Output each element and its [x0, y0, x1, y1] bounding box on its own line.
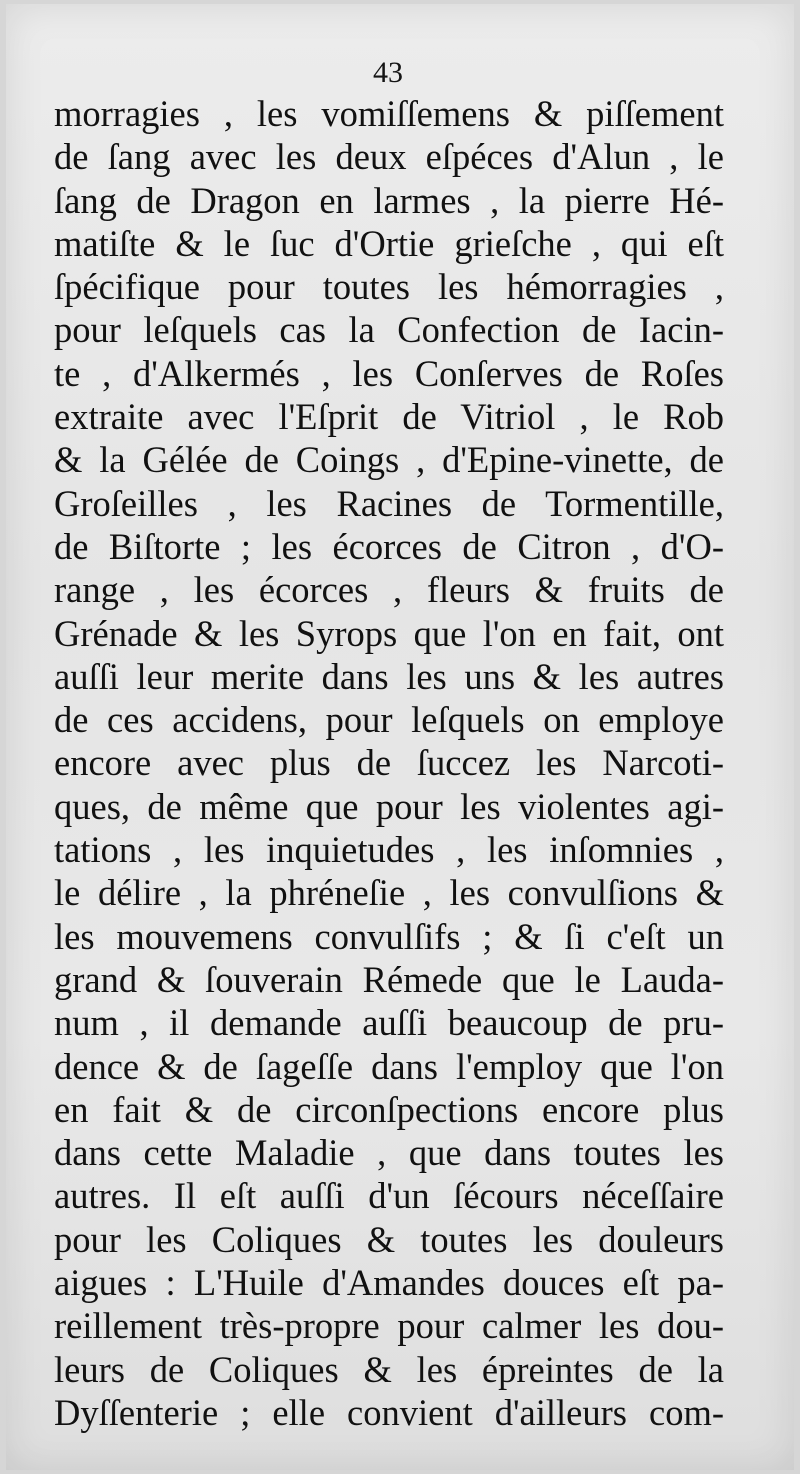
text-line: Grénade & les Syrops que l'on en fait, ont: [54, 612, 724, 654]
page-text-body: [54, 92, 724, 1434]
page-number: 43: [373, 56, 403, 89]
text-line: de ſang avec les deux eſpéces d'Alun , le: [54, 136, 724, 178]
text-line: matiſte & le ſuc d'Ortie grieſche , qui eſt: [54, 222, 724, 264]
text-line: autres. Il eſt auſſi d'un ſécours néceſſaire: [54, 1175, 724, 1217]
text-line: num , il demande auſſi beaucoup de pru-: [54, 1002, 724, 1044]
text-line: encore avec plus de ſuccez les Narcoti-: [54, 742, 724, 784]
text-line: ſpécifique pour toutes les hémorragies ,: [54, 266, 724, 308]
text-line: aigues : L'Huile d'Amandes douces eſt pa-: [54, 1262, 724, 1304]
text-line: pour les Coliques & toutes les douleurs: [54, 1218, 724, 1260]
text-line: le délire , la phréneſie , les convulſions &: [54, 872, 724, 914]
text-line: morragies , les vomiſſemens & piſſement: [54, 93, 724, 134]
text-line: ſang de Dragon en larmes , la pierre Hé-: [54, 179, 724, 221]
text-line: de Biſtorte ; les écorces de Citron , d'O-: [54, 525, 724, 567]
text-line: te , d'Alkermés , les Conſerves de Roſes: [54, 352, 724, 394]
text-line: Groſeilles , les Racines de Tormentille,: [54, 482, 724, 524]
text-line: tations , les inquietudes , les inſomnies ,: [54, 829, 724, 871]
text-line: leurs de Coliques & les épreintes de la: [54, 1348, 724, 1390]
book-page: [6, 4, 794, 1470]
text-line: extraite avec l'Eſprit de Vitriol , le Rob: [54, 396, 724, 438]
text-line: range , les écorces , fleurs & fruits de: [54, 569, 724, 611]
text-line: dence & de ſageſſe dans l'employ que l'on: [54, 1045, 724, 1087]
text-line: dans cette Maladie , que dans toutes les: [54, 1132, 724, 1174]
text-line: ques, de même que pour les violentes agi-: [54, 785, 724, 827]
text-line: reillement très-propre pour calmer les dou-: [54, 1305, 724, 1347]
text-line: de ces accidens, pour leſquels on employe: [54, 699, 724, 741]
text-line: auſſi leur merite dans les uns & les autres: [54, 655, 724, 697]
text-line: Dyſſenterie ; elle convient d'ailleurs com-: [54, 1391, 724, 1433]
text-line: & la Gélée de Coings , d'Epine-vinette, de: [54, 439, 724, 481]
text-line: les mouvemens convulſifs ; & ſi c'eſt un: [54, 915, 724, 957]
text-line: grand & ſouverain Rémede que le Lauda-: [54, 958, 724, 1000]
text-line: pour leſquels cas la Confection de Iacin-: [54, 309, 724, 351]
text-line: en fait & de circonſpections encore plus: [54, 1088, 724, 1130]
